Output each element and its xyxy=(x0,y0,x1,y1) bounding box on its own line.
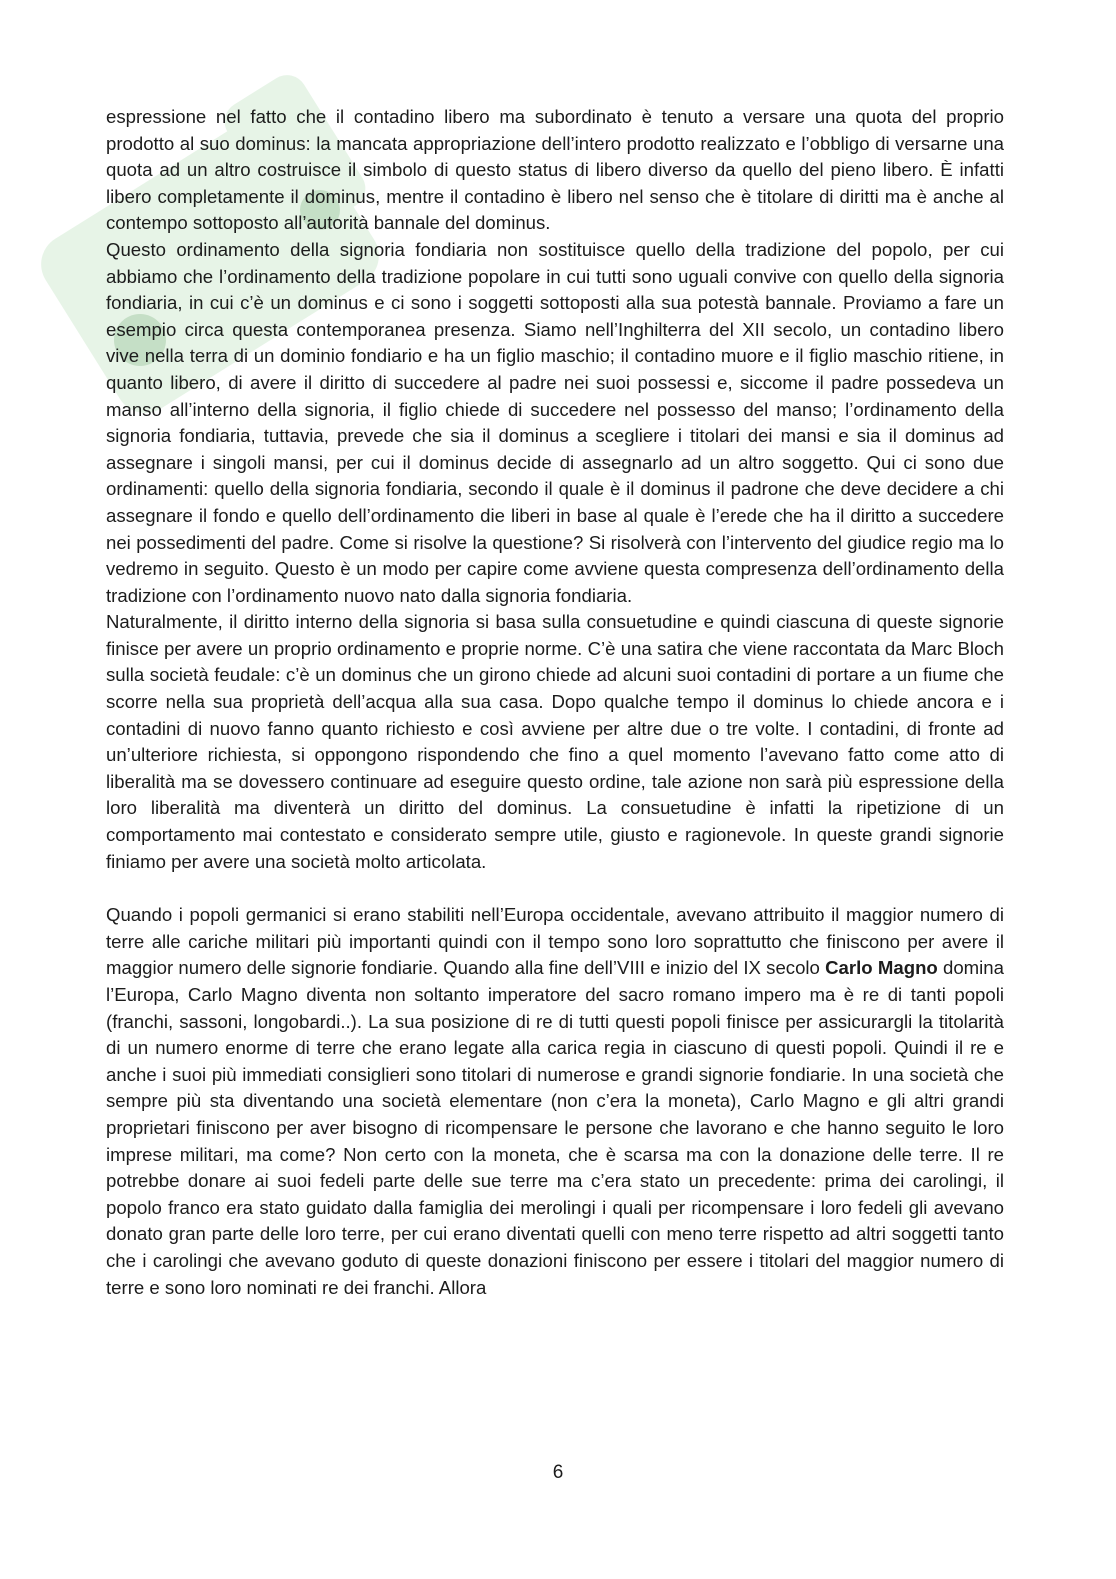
paragraph-carlo-magno-rest: domina l’Europa, Carlo Magno diventa non soltanto imperatore del sacro romano impero ma è re di tanti popoli (franchi, sassoni, longobardi..). La sua posizione di re di tutti questi popoli finisce per assicurargli la titolarità di un numero enorme di terre che erano legate alla carica regia in ciascuno di questi popoli. Quindi il re e anche i suoi più immediati consiglieri sono titolari di numerose e grandi signorie fondiarie. In una società che sempre più sta diventando una società elementare (non c’era la moneta), Carlo Magno e gli altri grandi proprietari finiscono per aver bisogno di ricompensare le persone che lavorano e che hanno seguito le loro imprese militari, ma come? Non certo con la moneta, che è scarsa ma con la donazione delle terre. Il re potrebbe donare ai suoi fedeli parte delle sue terre ma c’era stato un precedente: prima dei carolingi, il popolo franco era stato guidato dalla famiglia dei merolingi i quali per ricompensare i loro fedeli gli avevano donato gran parte delle loro terre, per cui erano diventati quelli con meno terre rispetto ad altri soggetti tanto che i carolingi che avevano goduto di queste donazioni finiscono per essere i titolari del maggior numero di terre e sono loro nominati re dei franchi. Allora xyxy=(106,957,1004,1298)
paragraph-consuetudine: Naturalmente, il diritto interno della signoria si basa sulla consuetudine e quindi ciascuna di queste signorie finisce per avere un proprio ordinamento e proprie norme. C’è una satira che viene raccontata da Marc Bloch sulla società feudale: c’è un dominus che un girono chiede ad alcuni suoi contadini di portare a un fiume che scorre nella sua proprietà dell’acqua alla sua casa. Dopo qualche tempo il dominus lo chiede ancora e i contadini di nuovo fanno quanto richiesto e così avviene per altre due o tre volte. I contadini, di fronte ad un’ulteriore richiesta, si oppongono rispondendo che fino a quel momento l’avevano fatto come atto di liberalità ma se dovessero continuare ad eseguire questo ordine, tale azione non sarà più espressione della loro liberalità ma diventerà un diritto del dominus. La consuetudine è infatti la ripetizione di un comportamento mai contestato e considerato sempre utile, giusto e ragionevole. In queste grandi signorie finiamo per avere una società molto articolata. xyxy=(106,611,1004,872)
page-number: 6 xyxy=(552,1462,564,1483)
paragraph-status-libero: espressione nel fatto che il contadino libero ma subordinato è tenuto a versare una quota del proprio prodotto al suo dominus: la mancata appropriazione dell’intero prodotto realizzato e l’obbligo di versarne una quota ad un altro costruisce il simbolo di questo status di libero diverso da quello del pieno libero. È infatti libero completamente il dominus, mentre il contadino è libero nel senso che è titolare di diritti ma è anche al contempo sottoposto all’autorità bannale del dominus. xyxy=(106,106,1004,234)
paragraph-spacer xyxy=(106,875,1004,902)
paragraph-ordinamento-signoria: Questo ordinamento della signoria fondiaria non sostituisce quello della tradizione del popolo, per cui abbiamo che l’ordinamento della tradizione popolare in cui tutti sono uguali convive con quello della signoria fondiaria, in cui c’è un dominus e ci sono i soggetti sottoposti alla sua potestà bannale. Proviamo a fare un esempio circa questa contemporanea presenza. Siamo nell’Inghilterra del XII secolo, un contadino libero vive nella terra di un dominio fondiario e ha un figlio maschio; il contadino muore e il figlio maschio ritiene, in quanto libero, di avere il diritto di succedere al padre nei suoi possessi e, siccome il padre possedeva un manso all’interno della signoria, il figlio chiede di succedere nel possesso del manso; l’ordinamento della signoria fondiaria, tuttavia, prevede che sia il dominus a scegliere i titolari dei mansi e sia il dominus ad assegnare i singoli mansi, per cui il dominus decide di assegnarlo ad un altro soggetto. Qui ci sono due ordinamenti: quello della signoria fondiaria, secondo il quale è il dominus il padrone che deve decidere a chi assegnare il fondo e quello dell’ordinamento die liberi in base al quale è l’erede che ha il diritto a succedere nei possedimenti del padre. Come si risolve la questione? Si risolverà con l’intervento del giudice regio ma lo vedremo in seguito. Questo è un modo per capire come avviene questa compresenza dell’ordinamento della tradizione con l’ordinamento nuovo nato dalla signoria fondiaria. xyxy=(106,238,1004,606)
carlo-magno-bold: Carlo Magno xyxy=(825,957,938,979)
paragraph-carlo-magno xyxy=(106,902,1004,1301)
document-body xyxy=(106,104,1004,1301)
paragraph-carlo-magno-intro: Quando i popoli germanici si erano stabiliti nell’Europa occidentale, avevano attribuito il maggior numero di terre alle cariche militari più importanti quindi con il tempo sono loro soprattutto che finiscono per avere il maggior numero delle signorie fondiarie. Quando alla fine dell’VIII e inizio del IX secolo xyxy=(106,904,1004,979)
